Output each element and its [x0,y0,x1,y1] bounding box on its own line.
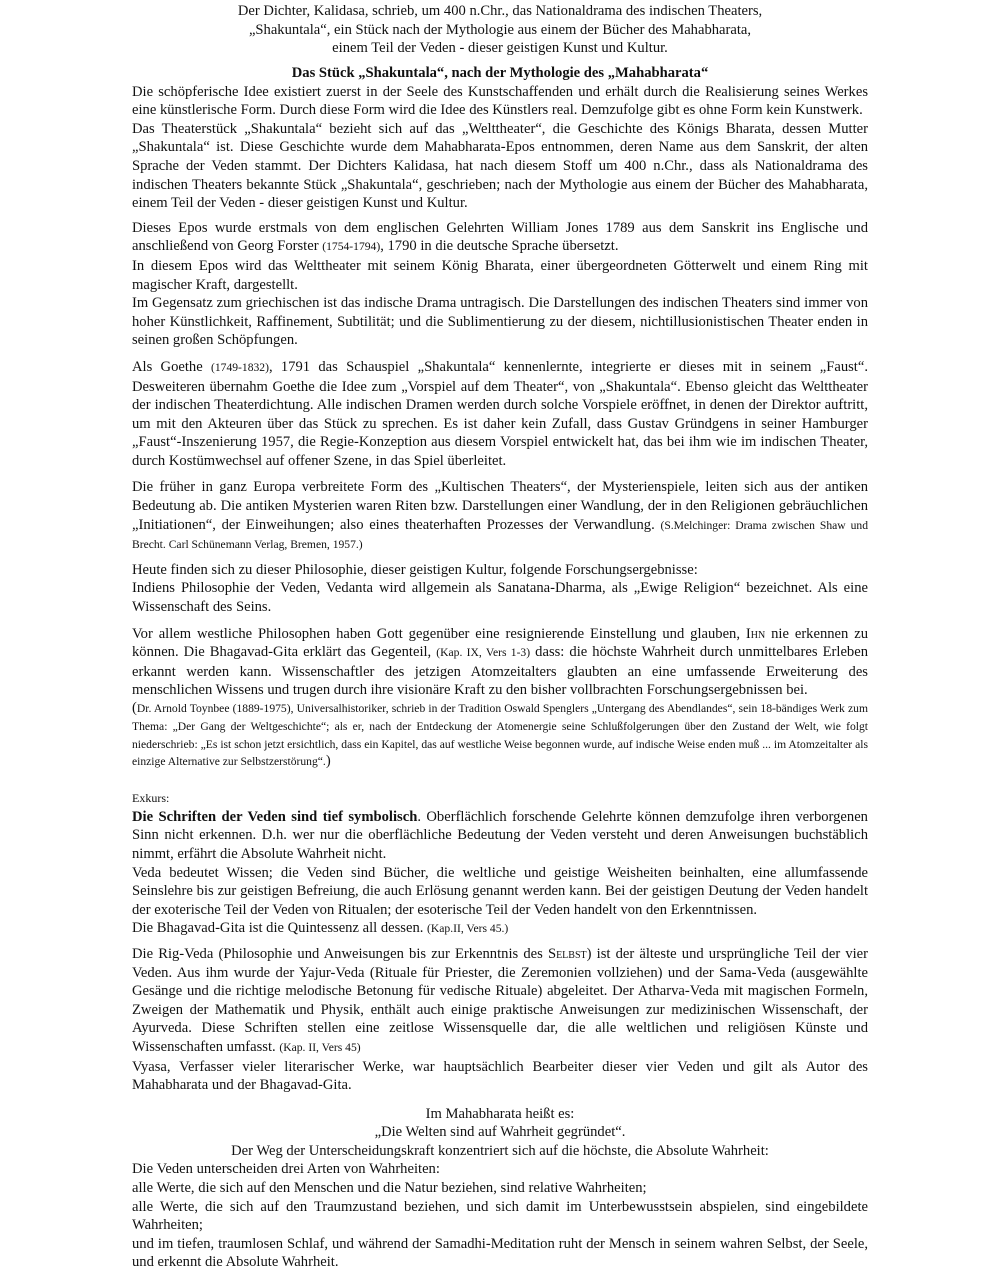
closing-line: Die Veden unterscheiden drei Arten von Wahrheiten: [132,1161,440,1178]
paragraph [132,478,868,554]
text-span: nie erkennen zu können. Die Bhagavad-Gita erklärt das Gegenteil, [132,625,868,661]
section-title: Das Stück „Shakuntala“, nach der Mythologie des „Mahabharata“ [291,65,709,81]
paragraph: Indiens Philosophie der Veden, Vedanta wird allgemein als Sanatana-Dharma, als „Ewige Religion“ bezeichnet. Als eine Wissenschaft des Seins. [132,580,868,616]
intro-line: „Shakuntala“, ein Stück nach der Mythologie aus einem der Bücher des Mahabharata, [248,21,752,38]
text-span: Vor allem westliche Philosophen haben Gott gegenüber eine resignierende Einstellung und glauben, [132,625,740,642]
reference-span: (Kap.II, Vers 45.) [427,922,509,936]
footnote [132,700,868,771]
closing-quote: „Die Welten sind auf Wahrheit gegründet“. [374,1124,626,1141]
text-span: Die Rig-Veda (Philosophie und Anweisungen bis zur Erkenntnis des [132,945,543,962]
paren-span: ( [132,700,137,716]
main-text [132,64,868,1272]
closing-line: alle Werte, die sich auf den Menschen und die Natur beziehen, sind relative Wahrheiten; [132,1180,647,1197]
paragraph [132,808,868,864]
paragraph [132,358,868,471]
closing-line: Der Weg der Unterscheidungskraft konzentriert sich auf die höchste, die Absolute Wahrheit: [231,1142,769,1159]
exkurs-label: Exkurs: [132,791,170,806]
closing-block [132,1105,868,1272]
paragraph: Die schöpferische Idee existiert zuerst in der Seele des Kunstschaffenden und erhält durch die Realisierung seines Werkes eine künstlerische Form. Durch diese Form wird die Idee des Künstlers real. Demzufolge gibt es ohne Form kein Kunstwerk. [132,83,868,119]
text-span: Als Goethe [132,358,203,375]
intro-block [132,2,868,58]
paragraph: Im Gegensatz zum griechischen ist das indische Drama untragisch. Die Darstellungen des indischen Theaters sind immer von hoher Künstlichkeit, Raffinement, Subtilität; und die Sublimentierung zu der diesem, nichtillusionistischen Theater enden in seinen großen Schöpfungen. [132,295,868,349]
paragraph: Vyasa, Verfasser vieler literarischer Werke, war hauptsächlich Bearbeiter dieser vier Veden und gilt als Autor des Mahabharata und der Bhagavad-Gita. [132,1058,868,1094]
intro-line: einem Teil der Veden - dieser geistigen Kunst und Kultur. [332,40,668,57]
paragraph: Heute finden sich zu dieser Philosophie, dieser geistigen Kultur, folgende Forschungsergebnisse: [132,561,698,578]
paragraph [132,219,868,257]
text-span: Die Bhagavad-Gita ist die Quintessenz all dessen. [132,920,424,937]
dates-span: (1754-1794) [322,240,381,254]
emphasis-span: Selbst [547,945,587,962]
text-span: ) ist der älteste und ursprüngliche Teil der vier Veden. Aus ihm wurde der Yajur-Veda (Rituale für Priester, die Zeremonien vollziehen) und der Sama-Veda (ausgewählte Gesänge und die richtige melodische Betonung für vedische Rituale) abgeleitet. Der Atharva-Veda mit magischen Formeln, Zweigen der Mathematik und Physik, enthält auch einige praktische Anweisungen zur medizinischen Wissenschaft, der Ayurveda. Diese Schriften stellen eine zeitlose Wissensquelle dar, die alle weltlichen und religiösen Künste und Wissenschaften umfasst. [132,945,869,1055]
paragraph: Das Theaterstück „Shakuntala“ bezieht sich auf das „Welttheater“, die Geschichte des Königs Bharata, dessen Mutter „Shakuntala“ ist. Diese Geschichte wurde dem Mahabharata-Epos entnommen, deren Name aus dem Sanskrit, der alten Sprache der Veden stammt. Der Dichters Kalidasa, hat nach diesem Stoff um 400 n.Chr., dass als Nationaldrama des indischen Theaters bekannte Stück „Shakuntala“, geschrieben; nach der Mythologie aus einem der Bücher des Mahabharata, einem Teil der Veden - dieser geistigen Kunst und Kultur. [132,120,868,212]
text-span: , 1790 in die deutsche Sprache übersetzt. [380,238,619,255]
reference-span: (S.Melchinger: Drama zwischen Shaw und Brecht. Carl Schünemann Verlag, Bremen, 1957.) [132,518,868,552]
bold-span: Die Schriften der Veden sind tief symbolisch [132,808,418,825]
intro-line: Der Dichter, Kalidasa, schrieb, um 400 n.Chr., das Nationaldrama des indischen Theaters, [237,3,763,19]
note-text: Dr. Arnold Toynbee (1889-1975), Universalhistoriker, schrieb in der Tradition Oswald Spenglers „Untergang des Abendlandes“, sein 18-bändiges Werk zum Thema: „Der Gang der Weltgeschichte“; als er, nach der Entdeckung der Atomenergie seine Schlußfolgerungen über den Zustand der Welt, wie folgt niederschrieb: „Es ist schon jetzt ersichtlich, dass ein Kapitel, das auf westliche Weise begonnen wurde, auf indische Weise enden muß ... im Atomzeitalter als einzige Alternative zur Selbstzerstörung“. [132,702,868,769]
paragraph [132,625,868,700]
paragraph: In diesem Epos wird das Welttheater mit seinem König Bharata, einer übergeordneten Götterwelt und einem Ring mit magischer Kraft, dargestellt. [132,257,868,293]
reference-span: (Kap. IX, Vers 1-3) [436,646,531,660]
paragraph: Veda bedeutet Wissen; die Veden sind Bücher, die weltliche und geistige Weisheiten beinhalten, eine allumfassende Seinslehre bis zur geistigen Befreiung, die auch Erlösung genannt werden kann. Bei der geistigen Deutung der Veden handelt der exoterische Teil der Veden von Ritualen; der esoterische Teil der Veden handelt von den Erkenntnissen. [132,864,868,918]
text-span: Dieses Epos wurde erstmals von dem englischen Gelehrten William Jones 1789 aus dem Sanskrit ins Englische und anschließend von Georg Forster [132,219,868,255]
text-span: . Oberflächlich forschende Gelehrte können demzufolge ihren verborgenen Sinn nicht erkennen. D.h. wer nur die oberflächliche Bedeutung der Veden versteht und deren Anweisungen buchstäblich nimmt, erfährt die Absolute Wahrheit nicht. [132,808,868,862]
dates-span: (1749-1832) [210,360,269,374]
reference-span: (Kap. II, Vers 45) [279,1040,361,1054]
text-span: Die früher in ganz Europa verbreitete Form des „Kultischen Theaters“, der Mysterienspiele, leiten sich aus der antiken Bedeutung ab. Die antiken Mysterien waren Riten bzw. Darstellungen einer Wandlung, der in den Religionen gebräuchlichen „Initiationen“, der Einweihungen; also eines theaterhaften Prozesses der Verwandlung. [132,479,868,533]
paragraph [132,945,868,1058]
closing-line: alle Werte, die sich auf den Traumzustand beziehen, und sich damit im Unterbewusstsein abspielen, sind eingebildete Wahrheiten; [132,1198,868,1234]
paren-span: ) [325,753,331,770]
emphasis-span: Ihn [745,625,766,642]
text-span: dass: die höchste Wahrheit durch unmittelbares Erleben erkannt werden kann. Wissenschaftler des jetzigen Atomzeitalters glaubten an eine umfassende Erweiterung des menschlichen Wissens und trugen durch ihre visionäre Kraft zu den bisher vollbrachten Forschungsergebnissen bei. [132,644,868,699]
text-span: , 1791 das Schauspiel „Shakuntala“ kennenlernte, integrierte er dieses mit in seinem „Faust“. Desweiteren übernahm Goethe die Idee zum „Vorspiel auf dem Theater“, von „Shakuntala“. Ebenso gleicht das Welttheater der indischen Theaterdichtung. Alle indischen Dramen werden durch solche Vorspiele eröffnet, in denen der Direktor auftritt, um mit den Akteuren über das Stück zu sprechen. Es ist daher kein Zufall, dass Gustav Gründgens in seiner Hamburger „Faust“-Inszenierung 1957, die Regie-Konzeption aus diesem Vorspiel entwickelt hat, das bei ihm wie im indischen Theater, durch Kostümwechsel auf offener Szene, in das Spiel überleitet. [132,358,868,469]
closing-line: und im tiefen, traumlosen Schlaf, und während der Samadhi-Meditation ruht der Mensch in seinem wahren Selbst, der Seele, und erkennt die Absolute Wahrheit. [132,1235,868,1271]
closing-line: Im Mahabharata heißt es: [425,1105,575,1122]
paragraph [132,919,868,939]
